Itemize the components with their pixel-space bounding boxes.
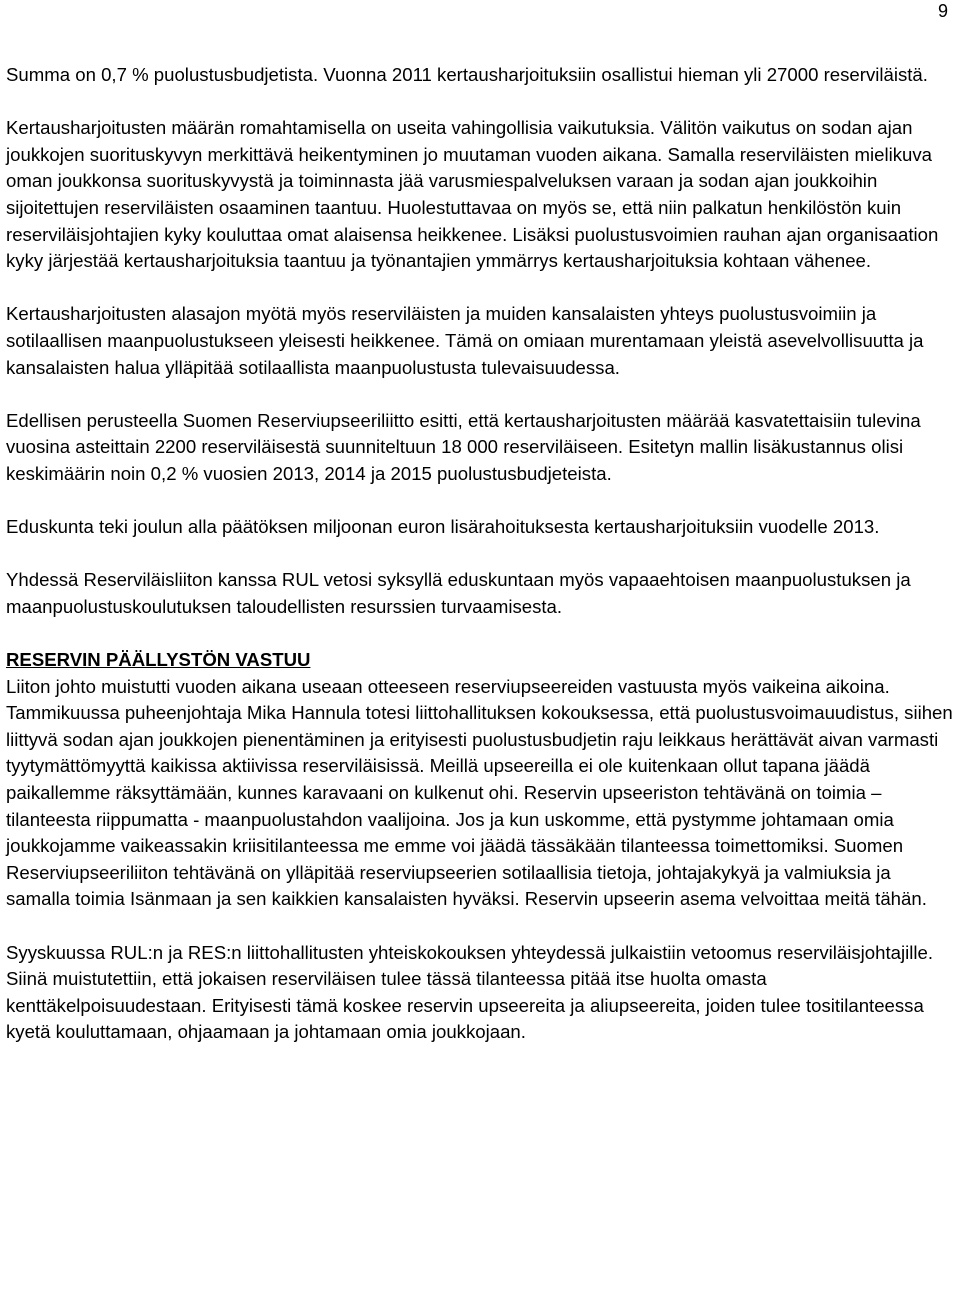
document-body <box>6 62 958 1046</box>
paragraph: Edellisen perusteella Suomen Reserviupseeriliitto esitti, että kertausharjoitusten määrää kasvatettaisiin tulevina vuosina asteittain 2200 reserviläisestä suunniteltuun 18 000 reserviläiseen. Esitetyn mallin lisäkustannus olisi keskimäärin noin 0,2 % vuosien 2013, 2014 ja 2015 puolustusbudjeteista. <box>6 409 921 484</box>
paragraph: Summa on 0,7 % puolustusbudjetista. Vuonna 2011 kertausharjoituksiin osallistui hieman yli 27000 reserviläistä. <box>6 64 928 85</box>
paragraph: Yhdessä Reserviläisliiton kanssa RUL vetosi syksyllä eduskuntaan myös vapaaehtoisen maanpuolustuksen ja maanpuolustuskoulutuksen taloudellisten resurssien turvaamisesta. <box>6 569 911 617</box>
paragraph: Kertausharjoitusten alasajon myötä myös reserviläisten ja muiden kansalaisten yhteys puolustusvoimiin ja sotilaallisen maanpuolustukseen yleisesti heikkenee. Tämä on omiaan murentamaan yleistä asevelvollisuutta ja kansalaisten halua ylläpitää sotilaallista maanpuolustusta tulevaisuudessa. <box>6 303 924 378</box>
section-reservin-paallyston-vastuu <box>6 647 958 1046</box>
paragraph: Eduskunta teki joulun alla päätöksen miljoonan euron lisärahoituksesta kertausharjoituksiin vuodelle 2013. <box>6 516 880 538</box>
section-heading: RESERVIN PÄÄLLYSTÖN VASTUU <box>6 649 311 671</box>
paragraph: Syyskuussa RUL:n ja RES:n liittohallitusten yhteiskokouksen yhteydessä julkaistiin vetoomus reserviläisjohtajille. Siinä muistutettiin, että jokaisen reserviläisen tulee tässä tilanteessa pitää itse huolta omasta kenttäkelpoisuudestaan. Erityisesti tämä koskee reservin upseereita ja aliupseereita, joiden tulee tositilanteessa kyetä kouluttamaan, ohjaamaan ja johtamaan omia joukkojaan. <box>6 941 934 1043</box>
paragraph: Kertausharjoitusten määrän romahtamisella on useita vahingollisia vaikutuksia. Välitön vaikutus on sodan ajan joukkojen suorituskyvyn merkittävä heikentyminen jo muutaman vuoden aikana. Samalla reserviläisten mielikuva oman joukkonsa suorituskyvystä ja toiminnasta jää varusmiespalveluksen varaan ja sodan ajan joukkoihin sijoitettujen reserviläisten osaaminen taantuu. Huolestuttavaa on myös se, että niin palkatun henkilöstön kuin reserviläisjohtajien kyky kouluttaa omat alaisensa heikkenee. Lisäksi puolustusvoimien rauhan ajan organisaation kyky järjestää kertausharjoituksia taantuu ja työnantajien ymmärrys kertausharjoituksia kohtaan vähenee. <box>6 117 939 272</box>
page-number: 9 <box>937 1 948 21</box>
paragraph: Liiton johto muistutti vuoden aikana useaan otteeseen reserviupseereiden vastuusta myös vaikeina aikoina. Tammikuussa puheenjohtaja Mika Hannula totesi liittohallituksen kokouksessa, että puolustusvoimauudistus, siihen liittyvä sodan ajan joukkojen pienentäminen ja erityisesti puolustusbudjetin raju leikkaus herättävät aivan varmasti tyytymättömyyttä kaikissa aktiivissa reserviläisissä. Meillä upseereilla ei ole kuitenkaan ollut tapana jäädä paikallemme räksyttämään, kunnes karavaani on kulkenut ohi. Reservin upseeriston tehtävänä on toimia – tilanteesta riippumatta - maanpuolustahdon vaalijoina. Jos ja kun uskomme, että pystymme johtamaan omia joukkojamme vaikeassakin kriisitilanteessa me emme voi jäädä tässäkään tilanteessa toimettomiksi. Suomen Reserviupseeriliiton tehtävänä on ylläpitää reserviupseerien sotilaallisia tietoja, johtajakykyä ja valmiuksia ja samalla toimia Isänmaan ja sen kaikkien kansalaisten hyväksi. Reservin upseerin asema velvoittaa meitä tähän. <box>6 675 953 910</box>
